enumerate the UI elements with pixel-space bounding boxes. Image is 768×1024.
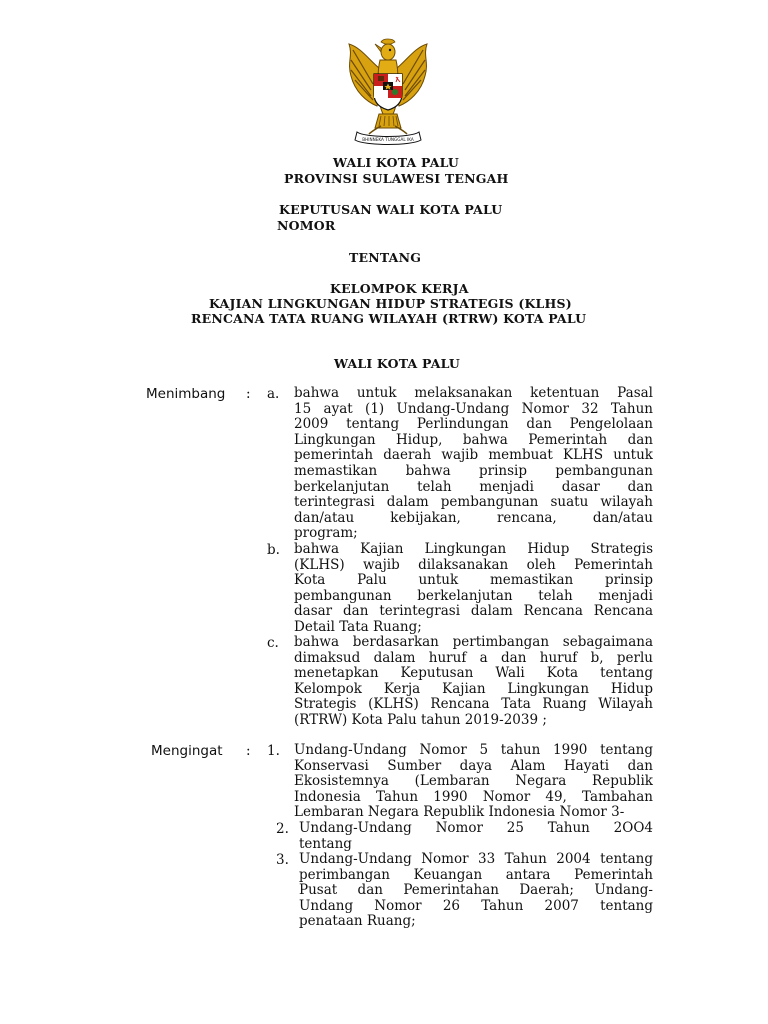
text-line: dasar dan terintegrasi dalam Rencana Rencana xyxy=(294,603,653,620)
province-heading: PROVINSI SULAWESI TENGAH xyxy=(284,171,509,186)
menimbang-item-b xyxy=(294,542,653,636)
menimbang-marker-c: c. xyxy=(267,635,279,651)
menimbang-colon: : xyxy=(246,386,251,402)
text-line: perimbangan Keuangan antara Pemerintah xyxy=(299,866,653,883)
text-line: bahwa untuk melaksanakan ketentuan Pasal xyxy=(294,385,653,401)
garuda-emblem xyxy=(343,36,433,148)
text-line: Pusat dan Pemerintahan Daerah; Undang- xyxy=(299,882,653,899)
about-label: TENTANG xyxy=(349,250,422,265)
text-line: Kota Palu untuk memastikan prinsip xyxy=(294,572,653,589)
text-line: Lingkungan Hidup, bahwa Pemerintah dan xyxy=(294,431,653,448)
text-line: bahwa Kajian Lingkungan Hidup Strategis xyxy=(294,541,653,557)
mengingat-marker-1: 1. xyxy=(267,743,280,759)
menimbang-marker-b: b. xyxy=(267,542,280,558)
authority-heading: WALI KOTA PALU xyxy=(333,155,460,170)
decree-number-label: NOMOR xyxy=(277,218,336,233)
text-line: Detail Tata Ruang; xyxy=(294,618,422,635)
text-line: Undang-Undang Nomor 5 tahun 1990 tentang xyxy=(294,742,653,758)
text-line: memastikan bahwa prinsip pembangunan xyxy=(294,462,653,479)
text-line: dan/atau kebijakan, rencana, dan/atau xyxy=(294,509,653,526)
mengingat-marker-2: 2. xyxy=(276,821,289,837)
menimbang-item-a xyxy=(294,386,653,542)
text-line: 2009 tentang Perlindungan dan Pengelolaan xyxy=(294,416,653,433)
text-line: tentang xyxy=(299,835,352,852)
text-line: 15 ayat (1) Undang-Undang Nomor 32 Tahun xyxy=(294,400,653,417)
text-line: program; xyxy=(294,525,358,542)
svg-text:BHINNEKA TUNGGAL IKA: BHINNEKA TUNGGAL IKA xyxy=(362,137,414,142)
menimbang-label: Menimbang xyxy=(146,386,226,402)
subject-line-3: RENCANA TATA RUANG WILAYAH (RTRW) KOTA PALU xyxy=(191,311,587,326)
text-line: pembangunan berkelanjutan telah menjadi xyxy=(294,587,653,604)
text-line: Indonesia Tahun 1990 Nomor 49, Tambahan xyxy=(294,788,653,805)
text-line: Undang Nomor 26 Tahun 2007 tentang xyxy=(299,897,653,914)
mengingat-item-2 xyxy=(299,821,653,852)
enacting-authority: WALI KOTA PALU xyxy=(334,356,461,371)
decree-title: KEPUTUSAN WALI KOTA PALU xyxy=(279,202,503,217)
text-line: terintegrasi dalam pembangunan suatu wilayah xyxy=(294,494,653,511)
subject-line-2: KAJIAN LINGKUNGAN HIDUP STRATEGIS (KLHS) xyxy=(209,296,572,311)
text-line: pemerintah daerah wajib membuat KLHS untuk xyxy=(294,447,653,464)
text-line: menetapkan Keputusan Wali Kota tentang xyxy=(294,665,653,682)
text-line: penataan Ruang; xyxy=(299,913,416,930)
text-line: Lembaran Negara Republik Indonesia Nomor 3- xyxy=(294,804,625,821)
text-line: Strategis (KLHS) Rencana Tata Ruang Wilayah xyxy=(294,696,653,713)
text-line: Ekosistemnya (Lembaran Negara Republik xyxy=(294,773,653,790)
text-line: (RTRW) Kota Palu tahun 2019-2039 ; xyxy=(294,711,547,728)
text-line: Kelompok Kerja Kajian Lingkungan Hidup xyxy=(294,680,653,697)
text-line: (KLHS) wajib dilaksanakan oleh Pemerintah xyxy=(294,556,653,573)
text-line: Konservasi Sumber daya Alam Hayati dan xyxy=(294,757,653,774)
mengingat-marker-3: 3. xyxy=(276,852,289,868)
subject-line-1: KELOMPOK KERJA xyxy=(330,281,469,296)
mengingat-label: Mengingat xyxy=(151,743,223,759)
mengingat-colon: : xyxy=(246,743,251,759)
text-line: bahwa berdasarkan pertimbangan sebagaimana xyxy=(294,634,653,650)
menimbang-marker-a: a. xyxy=(267,386,280,402)
menimbang-item-c xyxy=(294,635,653,729)
mengingat-item-1 xyxy=(294,743,653,821)
text-line: berkelanjutan telah menjadi dasar dan xyxy=(294,478,653,495)
text-line: dimaksud dalam huruf a dan huruf b, perlu xyxy=(294,649,653,666)
text-line: Undang-Undang Nomor 25 Tahun 2OO4 xyxy=(299,820,653,836)
mengingat-item-3 xyxy=(299,852,653,930)
text-line: Undang-Undang Nomor 33 Tahun 2004 tentang xyxy=(299,851,653,867)
